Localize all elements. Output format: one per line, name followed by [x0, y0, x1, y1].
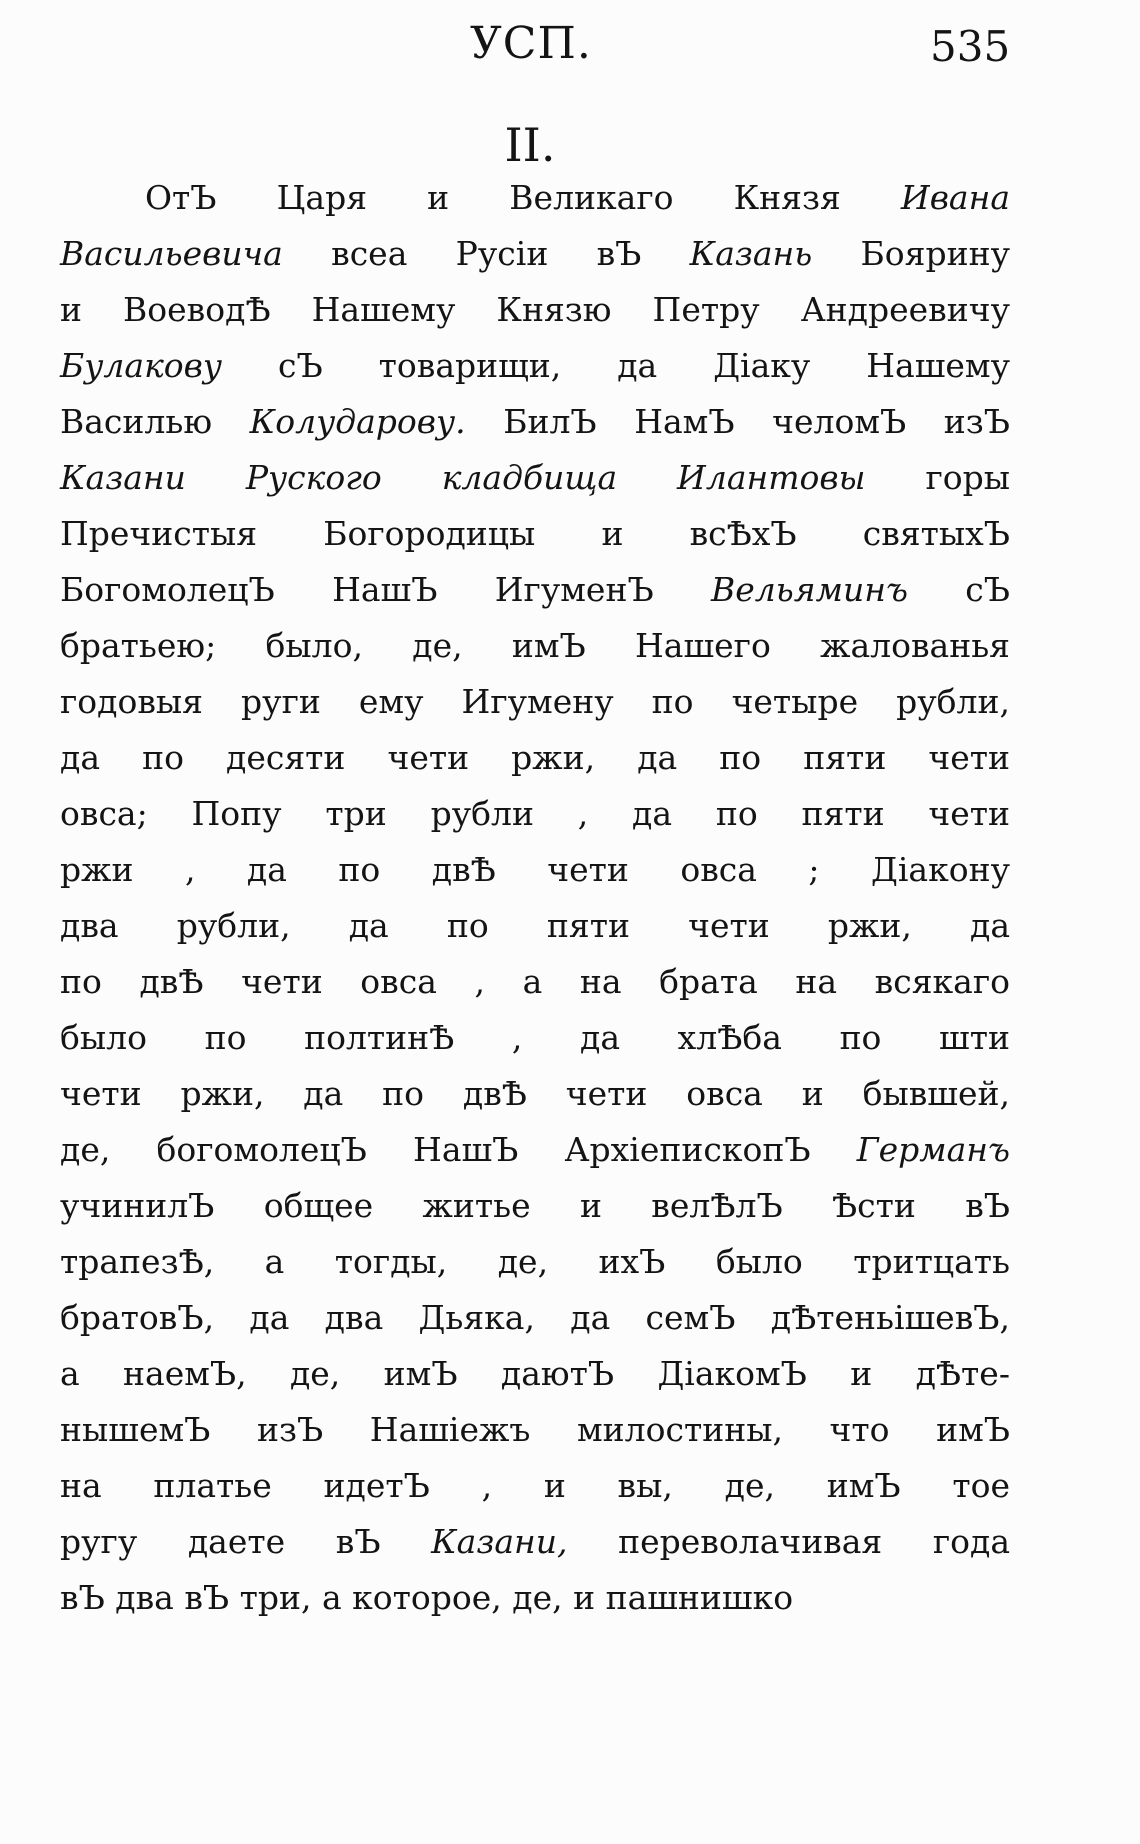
- text-line: [60, 1066, 1010, 1122]
- text-segment: горы: [865, 458, 1010, 497]
- text-line: [60, 562, 1010, 618]
- text-segment: по двѢ чети овса , а на брата на всякаго: [60, 962, 1010, 1001]
- text-line: [60, 282, 1010, 338]
- text-line: [60, 226, 1010, 282]
- text-segment: да по десяти чети ржи, да по пяти чети: [60, 738, 1010, 777]
- text-segment: сЪ товарищи, да Діаку Нашему: [222, 346, 1010, 385]
- italic-text: Васильевича: [60, 234, 283, 273]
- italic-text: Ивана: [900, 178, 1010, 217]
- text-segment: сЪ: [907, 570, 1010, 609]
- text-line: [60, 394, 1010, 450]
- text-line: [60, 1178, 1010, 1234]
- italic-text: Казани Руского кладбища Илантовы: [60, 458, 866, 497]
- italic-text: Булакову: [60, 346, 223, 385]
- italic-text: Колударову.: [249, 402, 466, 441]
- text-line: [60, 1010, 1010, 1066]
- text-segment: Пречистыя Богородицы и всѢхЪ святыхЪ: [60, 514, 1010, 553]
- text-segment: нышемЪ изЪ Нашіежъ милостины, что имЪ: [60, 1410, 1010, 1449]
- text-segment: было по полтинѢ , да хлѢба по шти: [60, 1018, 1010, 1057]
- text-segment: Василью: [60, 402, 250, 441]
- text-segment: всеа Русіи вЪ: [282, 234, 690, 273]
- text-segment: трапезѢ, а тогды, де, ихЪ было тритцать: [60, 1242, 1010, 1281]
- text-segment: ругу даете вЪ: [60, 1522, 432, 1561]
- body-text: [60, 170, 1010, 1626]
- text-line: [60, 338, 1010, 394]
- text-line: [60, 954, 1010, 1010]
- text-segment: два рубли, да по пяти чети ржи, да: [60, 906, 1010, 945]
- text-segment: Боярину: [812, 234, 1010, 273]
- text-segment: и ВоеводѢ Нашему Князю Петру Андреевичу: [60, 290, 1010, 329]
- italic-text: Вельяминъ: [711, 570, 908, 609]
- text-segment: чети ржи, да по двѢ чети овса и бывшей,: [60, 1074, 1010, 1113]
- running-head-title: УСП.: [470, 18, 592, 69]
- text-segment: ржи , да по двѢ чети овса ; Діакону: [60, 850, 1010, 889]
- text-segment: овса; Попу три рубли , да по пяти чети: [60, 794, 1010, 833]
- section-number: II.: [504, 118, 556, 172]
- text-segment: братьею; было, де, имЪ Нашего жалованья: [60, 626, 1010, 665]
- text-segment: де, богомолецЪ НашЪ АрхіепископЪ: [60, 1130, 857, 1169]
- text-line: [60, 1234, 1010, 1290]
- text-line: [60, 786, 1010, 842]
- text-segment: вЪ два вЪ три, а которое, де, и пашнишко: [60, 1578, 794, 1617]
- page-number: 535: [930, 22, 1011, 71]
- text-line: [60, 506, 1010, 562]
- text-segment: на платье идетЪ , и вы, де, имЪ тое: [60, 1466, 1010, 1505]
- text-line: [60, 1458, 1010, 1514]
- text-line: [60, 898, 1010, 954]
- text-segment: а наемЪ, де, имЪ даютЪ ДіакомЪ и дѢте-: [60, 1354, 1010, 1393]
- text-line: [60, 450, 1010, 506]
- text-segment: БогомолецЪ НашЪ ИгуменЪ: [60, 570, 711, 609]
- text-segment: учинилЪ общее житье и велѢлЪ Ѣсти вЪ: [60, 1186, 1010, 1225]
- italic-text: Казань: [689, 234, 813, 273]
- running-head: [0, 18, 1140, 88]
- text-line: [60, 730, 1010, 786]
- text-line: [60, 842, 1010, 898]
- text-segment: годовыя руги ему Игумену по четыре рубли,: [60, 682, 1010, 721]
- text-line: [60, 1570, 1010, 1626]
- text-line: [60, 674, 1010, 730]
- text-segment: братовЪ, да два Дьяка, да семЪ дѢтеньішевЪ,: [60, 1298, 1010, 1337]
- italic-text: Казани,: [431, 1522, 568, 1561]
- text-segment: БилЪ НамЪ челомЪ изЪ: [465, 402, 1010, 441]
- text-line: [60, 618, 1010, 674]
- text-segment: переволачивая года: [567, 1522, 1010, 1561]
- text-line: [60, 1122, 1010, 1178]
- text-line: [60, 1514, 1010, 1570]
- text-segment: ОтЪ Царя и Великаго Князя: [145, 178, 901, 217]
- text-line: [60, 1290, 1010, 1346]
- text-line: [60, 1346, 1010, 1402]
- text-line: [60, 1402, 1010, 1458]
- text-line: [60, 170, 1010, 226]
- italic-text: Германъ: [856, 1130, 1010, 1169]
